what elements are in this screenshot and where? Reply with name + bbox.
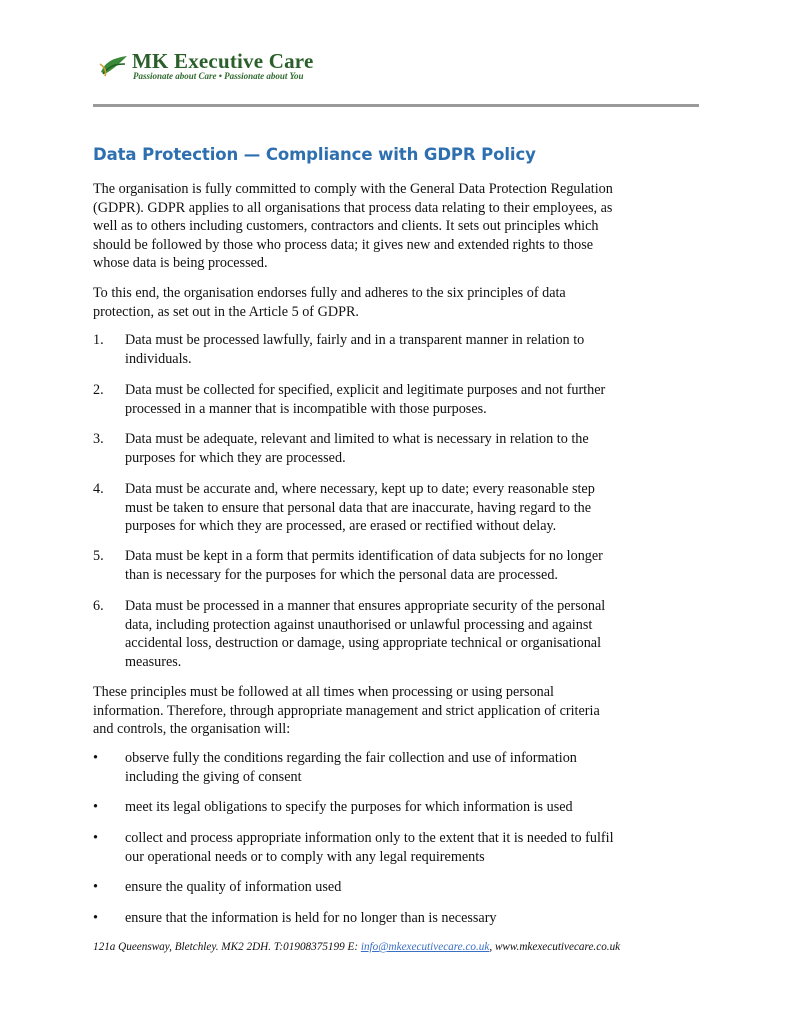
- principle-line: purposes for which they are processed, are erased or rectified without delay.: [125, 518, 557, 535]
- footer-website: , www.mkexecutivecare.co.uk: [489, 941, 621, 953]
- page-title: Data Protection — Compliance with GDPR Policy: [93, 145, 536, 164]
- principle-line: measures.: [125, 653, 182, 670]
- principle-line: Data must be kept in a form that permits identification of data subjects for no longer: [125, 548, 603, 564]
- intro-line: should be followed by those who process data; it gives new and extended rights to those: [93, 236, 594, 253]
- intro2-line: To this end, the organisation endorses fully and adheres to the six principles of data: [93, 285, 566, 301]
- principle-line: processed in a manner that is incompatible with those purposes.: [125, 400, 487, 417]
- principle-line: than is necessary for the purposes for which the personal data are processed.: [125, 566, 558, 583]
- bullet-icon: •: [93, 879, 98, 895]
- intro-line: well as to others including customers, contractors and clients. It sets out principles which: [93, 218, 599, 235]
- outro-line: and controls, the organisation will:: [93, 721, 291, 738]
- bullet-line: ensure the quality of information used: [125, 879, 342, 895]
- footer-email-link[interactable]: info@mkexecutivecare.co.uk: [360, 941, 490, 953]
- bullet-line: observe fully the conditions regarding the fair collection and use of information: [125, 750, 577, 766]
- bullet-line: our operational needs or to comply with any legal requirements: [125, 848, 485, 865]
- leaf-logo-icon: [99, 52, 129, 78]
- header-divider: [93, 104, 699, 107]
- bullet-line: including the giving of consent: [125, 768, 302, 785]
- intro-line: whose data is being processed.: [93, 255, 268, 272]
- bullet-line: meet its legal obligations to specify the purposes for which information is used: [125, 799, 573, 815]
- principle-number: 1.: [93, 332, 104, 348]
- logo-title: MK Executive Care: [132, 49, 314, 73]
- bullet-line: collect and process appropriate information only to the extent that it is needed to fulfil: [125, 830, 614, 846]
- principle-line: Data must be processed in a manner that ensures appropriate security of the personal: [125, 598, 606, 614]
- principle-line: Data must be adequate, relevant and limited to what is necessary in relation to the: [125, 431, 589, 447]
- outro-line: information. Therefore, through appropriate management and strict application of criteria: [93, 702, 600, 719]
- bullet-icon: •: [93, 750, 98, 766]
- footer-contact: [93, 941, 620, 953]
- bullet-icon: •: [93, 830, 98, 846]
- principle-number: 3.: [93, 431, 104, 447]
- principle-line: accidental loss, destruction or damage, using appropriate technical or organisational: [125, 635, 602, 652]
- intro-line: The organisation is fully committed to comply with the General Data Protection Regulation: [93, 181, 613, 197]
- intro-paragraph: [93, 180, 705, 273]
- principle-line: must be taken to ensure that personal data that are inaccurate, having regard to the: [125, 499, 592, 516]
- principle-number: 5.: [93, 548, 104, 564]
- principle-line: Data must be collected for specified, explicit and legitimate purposes and not further: [125, 382, 606, 398]
- principle-line: Data must be accurate and, where necessary, kept up to date; every reasonable step: [125, 481, 595, 497]
- bullet-icon: •: [93, 799, 98, 815]
- outro-paragraph: [93, 683, 705, 739]
- footer-address: 121a Queensway, Bletchley. MK2 2DH. T:01908375199 E:: [93, 941, 361, 953]
- principle-line: Data must be processed lawfully, fairly and in a transparent manner in relation to: [125, 332, 585, 348]
- outro-line: These principles must be followed at all times when processing or using personal: [93, 684, 554, 700]
- principles-intro-paragraph: [93, 284, 705, 321]
- principle-line: purposes for which they are processed.: [125, 449, 346, 466]
- principle-line: individuals.: [125, 350, 192, 367]
- company-logo: [99, 50, 359, 84]
- principle-number: 6.: [93, 598, 104, 614]
- intro-line: (GDPR). GDPR applies to all organisations that process data relating to their employees, as: [93, 199, 613, 216]
- principle-number: 4.: [93, 481, 104, 497]
- principle-line: data, including protection against unauthorised or unlawful processing and against: [125, 616, 593, 633]
- bullet-line: ensure that the information is held for no longer than is necessary: [125, 910, 497, 926]
- logo-tagline: Passionate about Care • Passionate about You: [133, 71, 304, 81]
- principle-number: 2.: [93, 382, 104, 398]
- intro2-line: protection, as set out in the Article 5 of GDPR.: [93, 303, 359, 320]
- bullet-icon: •: [93, 910, 98, 926]
